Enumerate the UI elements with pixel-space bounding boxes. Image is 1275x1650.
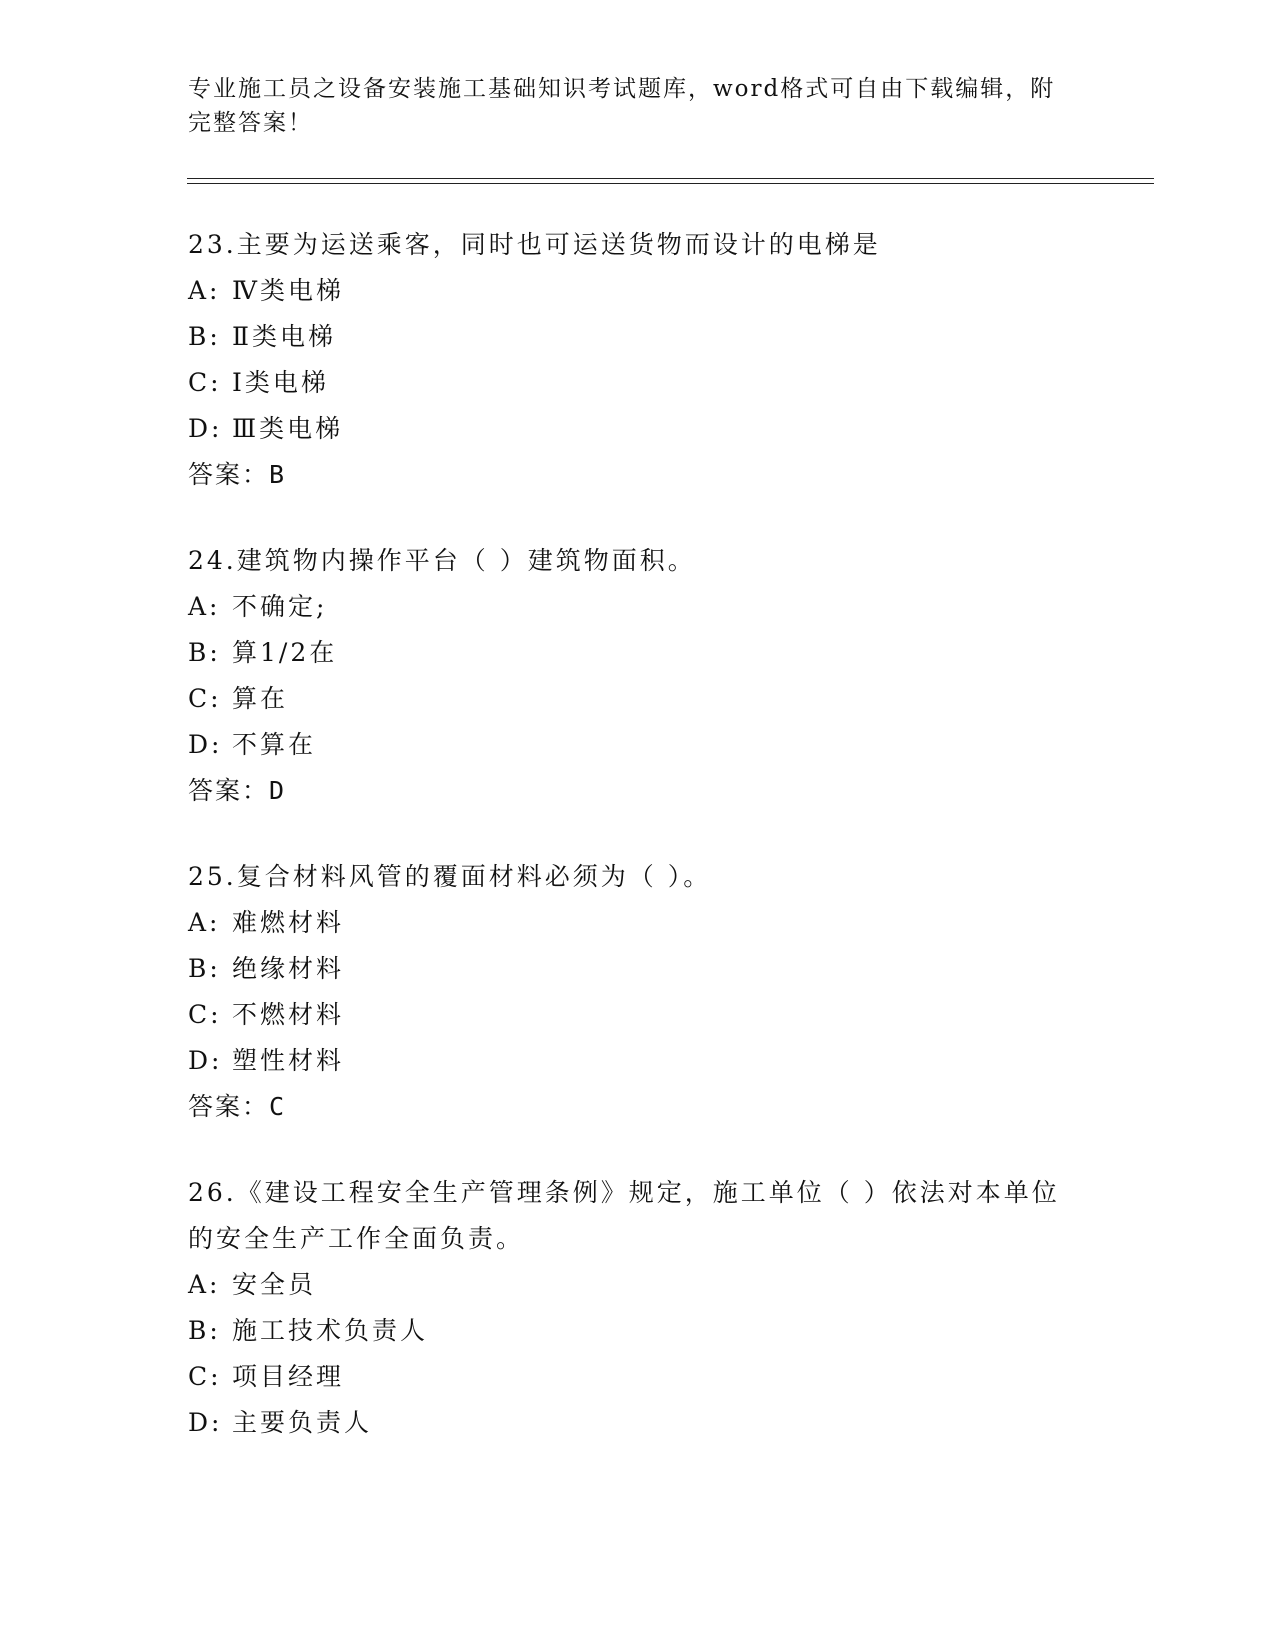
option-d xyxy=(188,406,1088,452)
option-key: B: xyxy=(188,638,221,667)
option-text: 不算在 xyxy=(232,730,317,759)
option-key: C: xyxy=(188,1362,222,1391)
question-text: 26.《建设工程安全生产管理条例》规定，施工单位（ ）依法对本单位的安全生产工作全面负责。 xyxy=(188,1178,1060,1253)
option-b xyxy=(188,1308,1068,1354)
option-d xyxy=(188,1038,1088,1084)
option-text: 项目经理 xyxy=(232,1362,345,1391)
option-text: 不燃材料 xyxy=(232,1000,345,1029)
option-text: 难燃材料 xyxy=(232,908,345,937)
header-divider-bottom xyxy=(187,183,1154,184)
option-c xyxy=(188,676,1088,722)
document-header: 专业施工员之设备安装施工基础知识考试题库，word格式可自由下载编辑，附完整答案！ xyxy=(188,76,1056,136)
option-text: 算1/2在 xyxy=(232,638,338,667)
option-key: C: xyxy=(188,1000,222,1029)
option-text: 不确定; xyxy=(232,592,328,621)
option-c xyxy=(188,992,1088,1038)
option-key: B: xyxy=(188,954,221,983)
option-text: Ⅲ类电梯 xyxy=(232,414,344,443)
option-a xyxy=(188,900,1088,946)
option-key: A: xyxy=(188,1270,221,1299)
option-a xyxy=(188,584,1088,630)
option-a xyxy=(188,268,1088,314)
option-c xyxy=(188,1354,1068,1400)
question-text: 25.复合材料风管的覆面材料必须为（ ）。 xyxy=(188,862,712,891)
option-text: 算在 xyxy=(232,684,289,713)
option-key: A: xyxy=(188,592,221,621)
option-b xyxy=(188,630,1088,676)
option-key: B: xyxy=(188,1316,221,1345)
option-text: 施工技术负责人 xyxy=(232,1316,429,1345)
option-text: 主要负责人 xyxy=(232,1408,373,1437)
option-d xyxy=(188,1400,1068,1446)
answer-text: 答案：D xyxy=(188,776,287,805)
option-key: B: xyxy=(188,322,221,351)
option-key: A: xyxy=(188,276,221,305)
option-a xyxy=(188,1262,1068,1308)
option-key: D: xyxy=(188,730,223,759)
option-key: D: xyxy=(188,414,223,443)
option-key: C: xyxy=(188,368,222,397)
answer-text: 答案：B xyxy=(188,460,287,489)
option-c xyxy=(188,360,1088,406)
option-key: D: xyxy=(188,1046,223,1075)
option-b xyxy=(188,946,1088,992)
question-24 xyxy=(188,538,1088,814)
question-text: 24.建筑物内操作平台（ ）建筑物面积。 xyxy=(188,546,696,575)
option-text: 绝缘材料 xyxy=(232,954,345,983)
option-text: Ⅱ类电梯 xyxy=(232,322,336,351)
question-text: 23.主要为运送乘客，同时也可运送货物而设计的电梯是 xyxy=(188,230,881,259)
question-23 xyxy=(188,222,1088,498)
option-text: Ⅳ类电梯 xyxy=(232,276,344,305)
option-text: 安全员 xyxy=(232,1270,317,1299)
option-key: D: xyxy=(188,1408,223,1437)
question-26 xyxy=(188,1170,1068,1446)
header-divider-top xyxy=(187,178,1154,179)
answer-text: 答案：C xyxy=(188,1092,287,1121)
option-key: A: xyxy=(188,908,221,937)
option-b xyxy=(188,314,1088,360)
option-key: C: xyxy=(188,684,222,713)
option-text: Ⅰ类电梯 xyxy=(232,368,329,397)
question-25 xyxy=(188,854,1088,1130)
option-d xyxy=(188,722,1088,768)
option-text: 塑性材料 xyxy=(232,1046,345,1075)
